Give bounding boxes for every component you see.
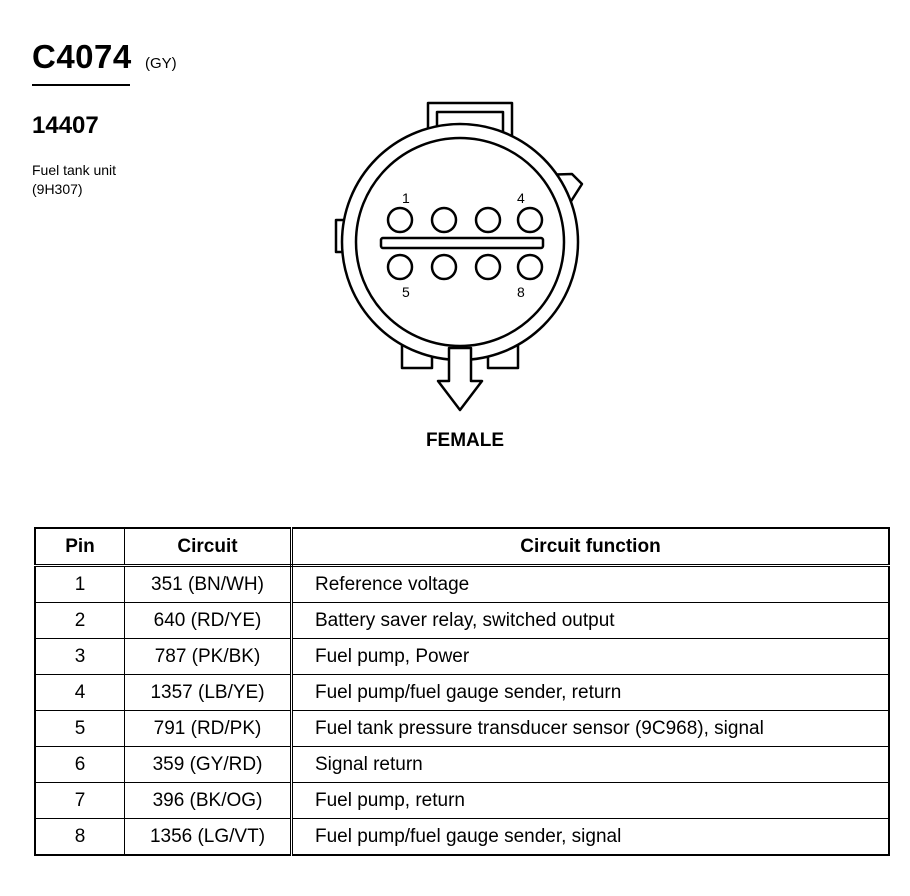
cell-pin: 2: [35, 603, 125, 639]
component-part-number: (9H307): [32, 180, 83, 197]
table-row: [35, 675, 889, 711]
cell-function: Fuel pump, return: [292, 783, 890, 819]
cell-circuit: 791 (RD/PK): [125, 711, 292, 747]
cell-pin: 6: [35, 747, 125, 783]
connector-id: C4074: [32, 38, 132, 75]
table-row: [35, 783, 889, 819]
cell-function: Reference voltage: [292, 566, 890, 603]
title-underline: [32, 84, 130, 86]
pin-cavity-8: [518, 255, 542, 279]
keyway-bar: [381, 238, 543, 248]
cell-function: Battery saver relay, switched output: [292, 603, 890, 639]
table-header-row: [35, 528, 889, 566]
pin-cavity-1: [388, 208, 412, 232]
component-name: [32, 161, 116, 199]
cell-circuit: 351 (BN/WH): [125, 566, 292, 603]
cell-circuit: 640 (RD/YE): [125, 603, 292, 639]
header-pin: Pin: [35, 528, 125, 566]
cell-pin: 4: [35, 675, 125, 711]
cell-pin: 7: [35, 783, 125, 819]
pin-label-1: 1: [402, 190, 410, 206]
header-circuit: Circuit: [125, 528, 292, 566]
cell-function: Fuel pump/fuel gauge sender, signal: [292, 819, 890, 856]
cell-circuit: 1356 (LG/VT): [125, 819, 292, 856]
table-row: [35, 747, 889, 783]
pin-cavity-3: [476, 208, 500, 232]
table-row: [35, 819, 889, 856]
table-row: [35, 566, 889, 603]
pin-cavity-2: [432, 208, 456, 232]
gender-label: FEMALE: [425, 430, 505, 451]
pin-cavity-5: [388, 255, 412, 279]
cell-function: Signal return: [292, 747, 890, 783]
pin-label-4: 4: [517, 190, 525, 206]
part-number: 14407: [32, 112, 99, 139]
cell-pin: 8: [35, 819, 125, 856]
pin-cavity-7: [476, 255, 500, 279]
connector-face-diagram: [320, 95, 600, 420]
cell-pin: 1: [35, 566, 125, 603]
connector-color: (GY): [145, 55, 177, 72]
cell-pin: 5: [35, 711, 125, 747]
pin-label-5: 5: [402, 284, 410, 300]
cell-circuit: 396 (BK/OG): [125, 783, 292, 819]
pin-cavity-4: [518, 208, 542, 232]
pin-label-8: 8: [517, 284, 525, 300]
pin-cavity-6: [432, 255, 456, 279]
cell-circuit: 787 (PK/BK): [125, 639, 292, 675]
pin-table: [34, 527, 890, 856]
cell-function: Fuel pump, Power: [292, 639, 890, 675]
cell-function: Fuel pump/fuel gauge sender, return: [292, 675, 890, 711]
header-circuit-function: Circuit function: [292, 528, 890, 566]
cell-function: Fuel tank pressure transducer sensor (9C968), signal: [292, 711, 890, 747]
cell-circuit: 359 (GY/RD): [125, 747, 292, 783]
component-name-line1: Fuel tank unit: [32, 162, 117, 178]
table-row: [35, 639, 889, 675]
table-row: [35, 711, 889, 747]
cell-circuit: 1357 (LB/YE): [125, 675, 292, 711]
cell-pin: 3: [35, 639, 125, 675]
table-row: [35, 603, 889, 639]
